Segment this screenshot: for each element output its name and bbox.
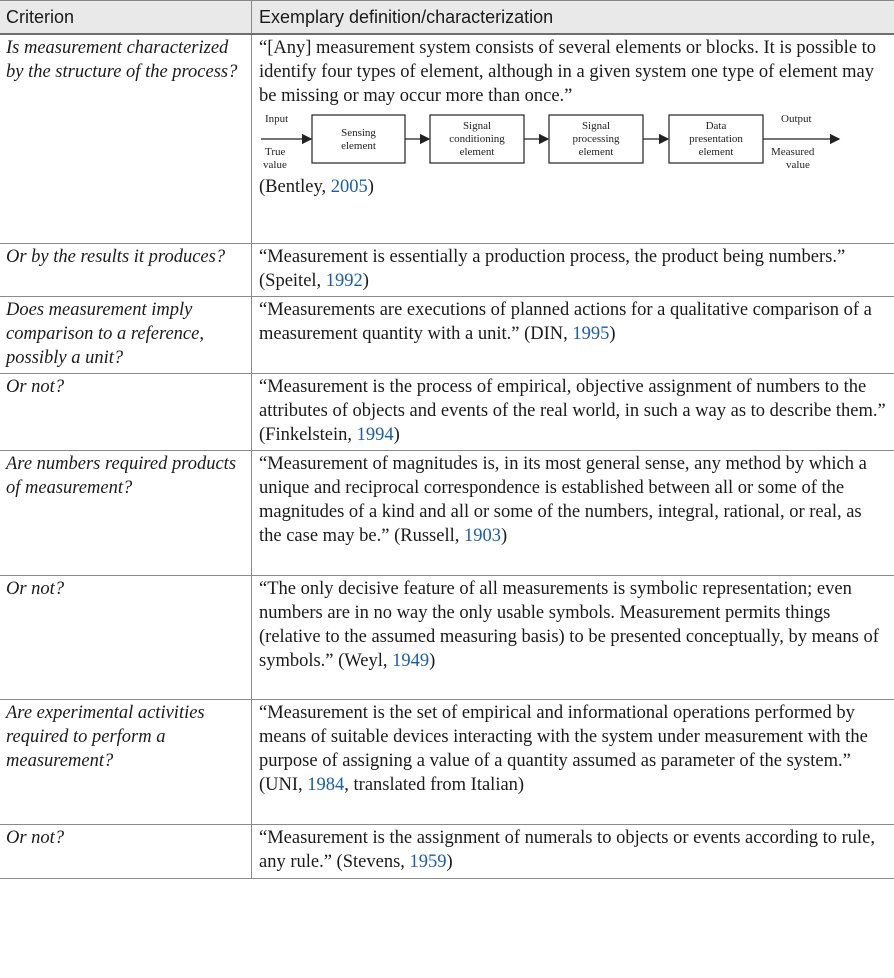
table-row xyxy=(0,297,894,374)
definition-cell xyxy=(252,825,894,878)
definition-cell xyxy=(252,374,894,450)
criterion-cell: Does measurement imply comparison to a reference, possibly a unit? xyxy=(0,297,252,373)
table-row xyxy=(0,244,894,297)
output-sub-1: Measured xyxy=(771,146,815,158)
block-2-line1: Signal xyxy=(581,120,611,132)
criterion-cell: Or not? xyxy=(0,576,252,699)
block-1-line3: element xyxy=(459,146,495,158)
criterion-cell: Are numbers required products of measurement? xyxy=(0,451,252,575)
reference-close: ) xyxy=(609,324,616,344)
block-3-line2: presentation xyxy=(689,133,743,145)
block-2-line3: element xyxy=(578,146,614,158)
block-2-line2: processing xyxy=(572,133,620,145)
quote-text: “The only decisive feature of all measurements is symbolic representation; even numbers are in no way the only usable symbols. Measurement permits things (relative to the assumed measuring basis) to be presented conceptually, by means of symbols.” (Weyl, xyxy=(259,579,879,671)
criterion-cell: Or not? xyxy=(0,374,252,450)
block-sensing xyxy=(312,115,405,163)
definition-cell xyxy=(252,297,894,373)
table-row xyxy=(0,451,894,576)
quote-text: “Measurement of magnitudes is, in its most general sense, any method by which a unique and reciprocal correspondence is established between all or some of the magnitudes of a kind and all or some of the numbers, integral, rational, or real, as the case may be.” (Russell, xyxy=(259,454,867,546)
reference-close: ) xyxy=(362,271,369,291)
quote-text: “Measurement is essentially a production process, the product being numbers.” (Speitel, xyxy=(259,247,846,291)
reference-close: ) xyxy=(367,177,374,197)
output-label: Output xyxy=(781,113,812,125)
definition-cell xyxy=(252,576,894,699)
block-1-line1: Signal xyxy=(462,120,492,132)
citation-year-link[interactable]: 1995 xyxy=(572,324,610,344)
header-criterion: Criterion xyxy=(0,1,252,33)
definition-cell xyxy=(252,451,894,575)
quote-text: “[Any] measurement system consists of several elements or blocks. It is possible to identify four types of element, although in a given system one type of element may be missing or may occur more than once.” xyxy=(259,38,877,106)
input-sub-2: value xyxy=(263,159,287,171)
definition-cell xyxy=(252,244,894,296)
reference-close: ) xyxy=(500,526,508,546)
header-definition: Exemplary definition/characterization xyxy=(259,7,554,27)
block-3-line3: element xyxy=(698,146,734,158)
quote-text: “Measurements are executions of planned actions for a qualitative comparison of a measurement quantity with a unit.” (DIN, xyxy=(259,300,872,344)
reference-close: , translated from Italian) xyxy=(344,775,525,795)
output-sub-2: value xyxy=(786,159,810,171)
citation-year-link[interactable]: 1959 xyxy=(409,852,447,872)
reference-text: (Bentley, xyxy=(259,177,331,197)
input-label: Input xyxy=(265,113,289,125)
measurement-system-diagram xyxy=(259,109,879,175)
reference-close: ) xyxy=(429,651,436,671)
table-row xyxy=(0,576,894,700)
criterion-cell: Is measurement characterized by the structure of the process? xyxy=(0,35,252,243)
block-0-line1: Sensing xyxy=(341,127,376,139)
block-3-line1: Data xyxy=(705,120,727,132)
citation-year-link[interactable]: 1903 xyxy=(463,526,501,546)
citation-year-link[interactable]: 1984 xyxy=(307,775,345,795)
definition-cell xyxy=(252,35,894,243)
citation-year-link[interactable]: 2005 xyxy=(330,177,368,197)
criterion-cell: Or by the results it produces? xyxy=(0,244,252,296)
input-sub-1: True xyxy=(265,146,286,158)
table-row xyxy=(0,35,894,244)
quote-text: “Measurement is the process of empirical, objective assignment of numbers to the attributes of objects and events of the real world, in such a way as to describe them.” (Finkelstein, xyxy=(259,377,886,445)
citation-year-link[interactable]: 1994 xyxy=(356,425,394,445)
quote-text: “Measurement is the set of empirical and informational operations performed by means of suitable devices interacting with the system under measurement with the purpose of assigning a value of a quantity assumed as parameter of the system.” (UNI, xyxy=(259,703,868,795)
table-row xyxy=(0,700,894,825)
block-0-line2: element xyxy=(341,140,376,152)
table-header xyxy=(0,0,894,35)
citation-year-link[interactable]: 1992 xyxy=(325,271,363,291)
criterion-cell: Or not? xyxy=(0,825,252,878)
quote-text: “Measurement is the assignment of numerals to objects or events according to rule, any rule.” (Stevens, xyxy=(259,828,875,872)
citation-year-link[interactable]: 1949 xyxy=(392,651,430,671)
reference-close: ) xyxy=(446,852,453,872)
table-row xyxy=(0,374,894,451)
reference-close: ) xyxy=(393,425,400,445)
block-1-line2: conditioning xyxy=(449,133,505,145)
criterion-cell: Are experimental activities required to perform a measurement? xyxy=(0,700,252,824)
definition-cell xyxy=(252,700,894,824)
table-row xyxy=(0,825,894,879)
